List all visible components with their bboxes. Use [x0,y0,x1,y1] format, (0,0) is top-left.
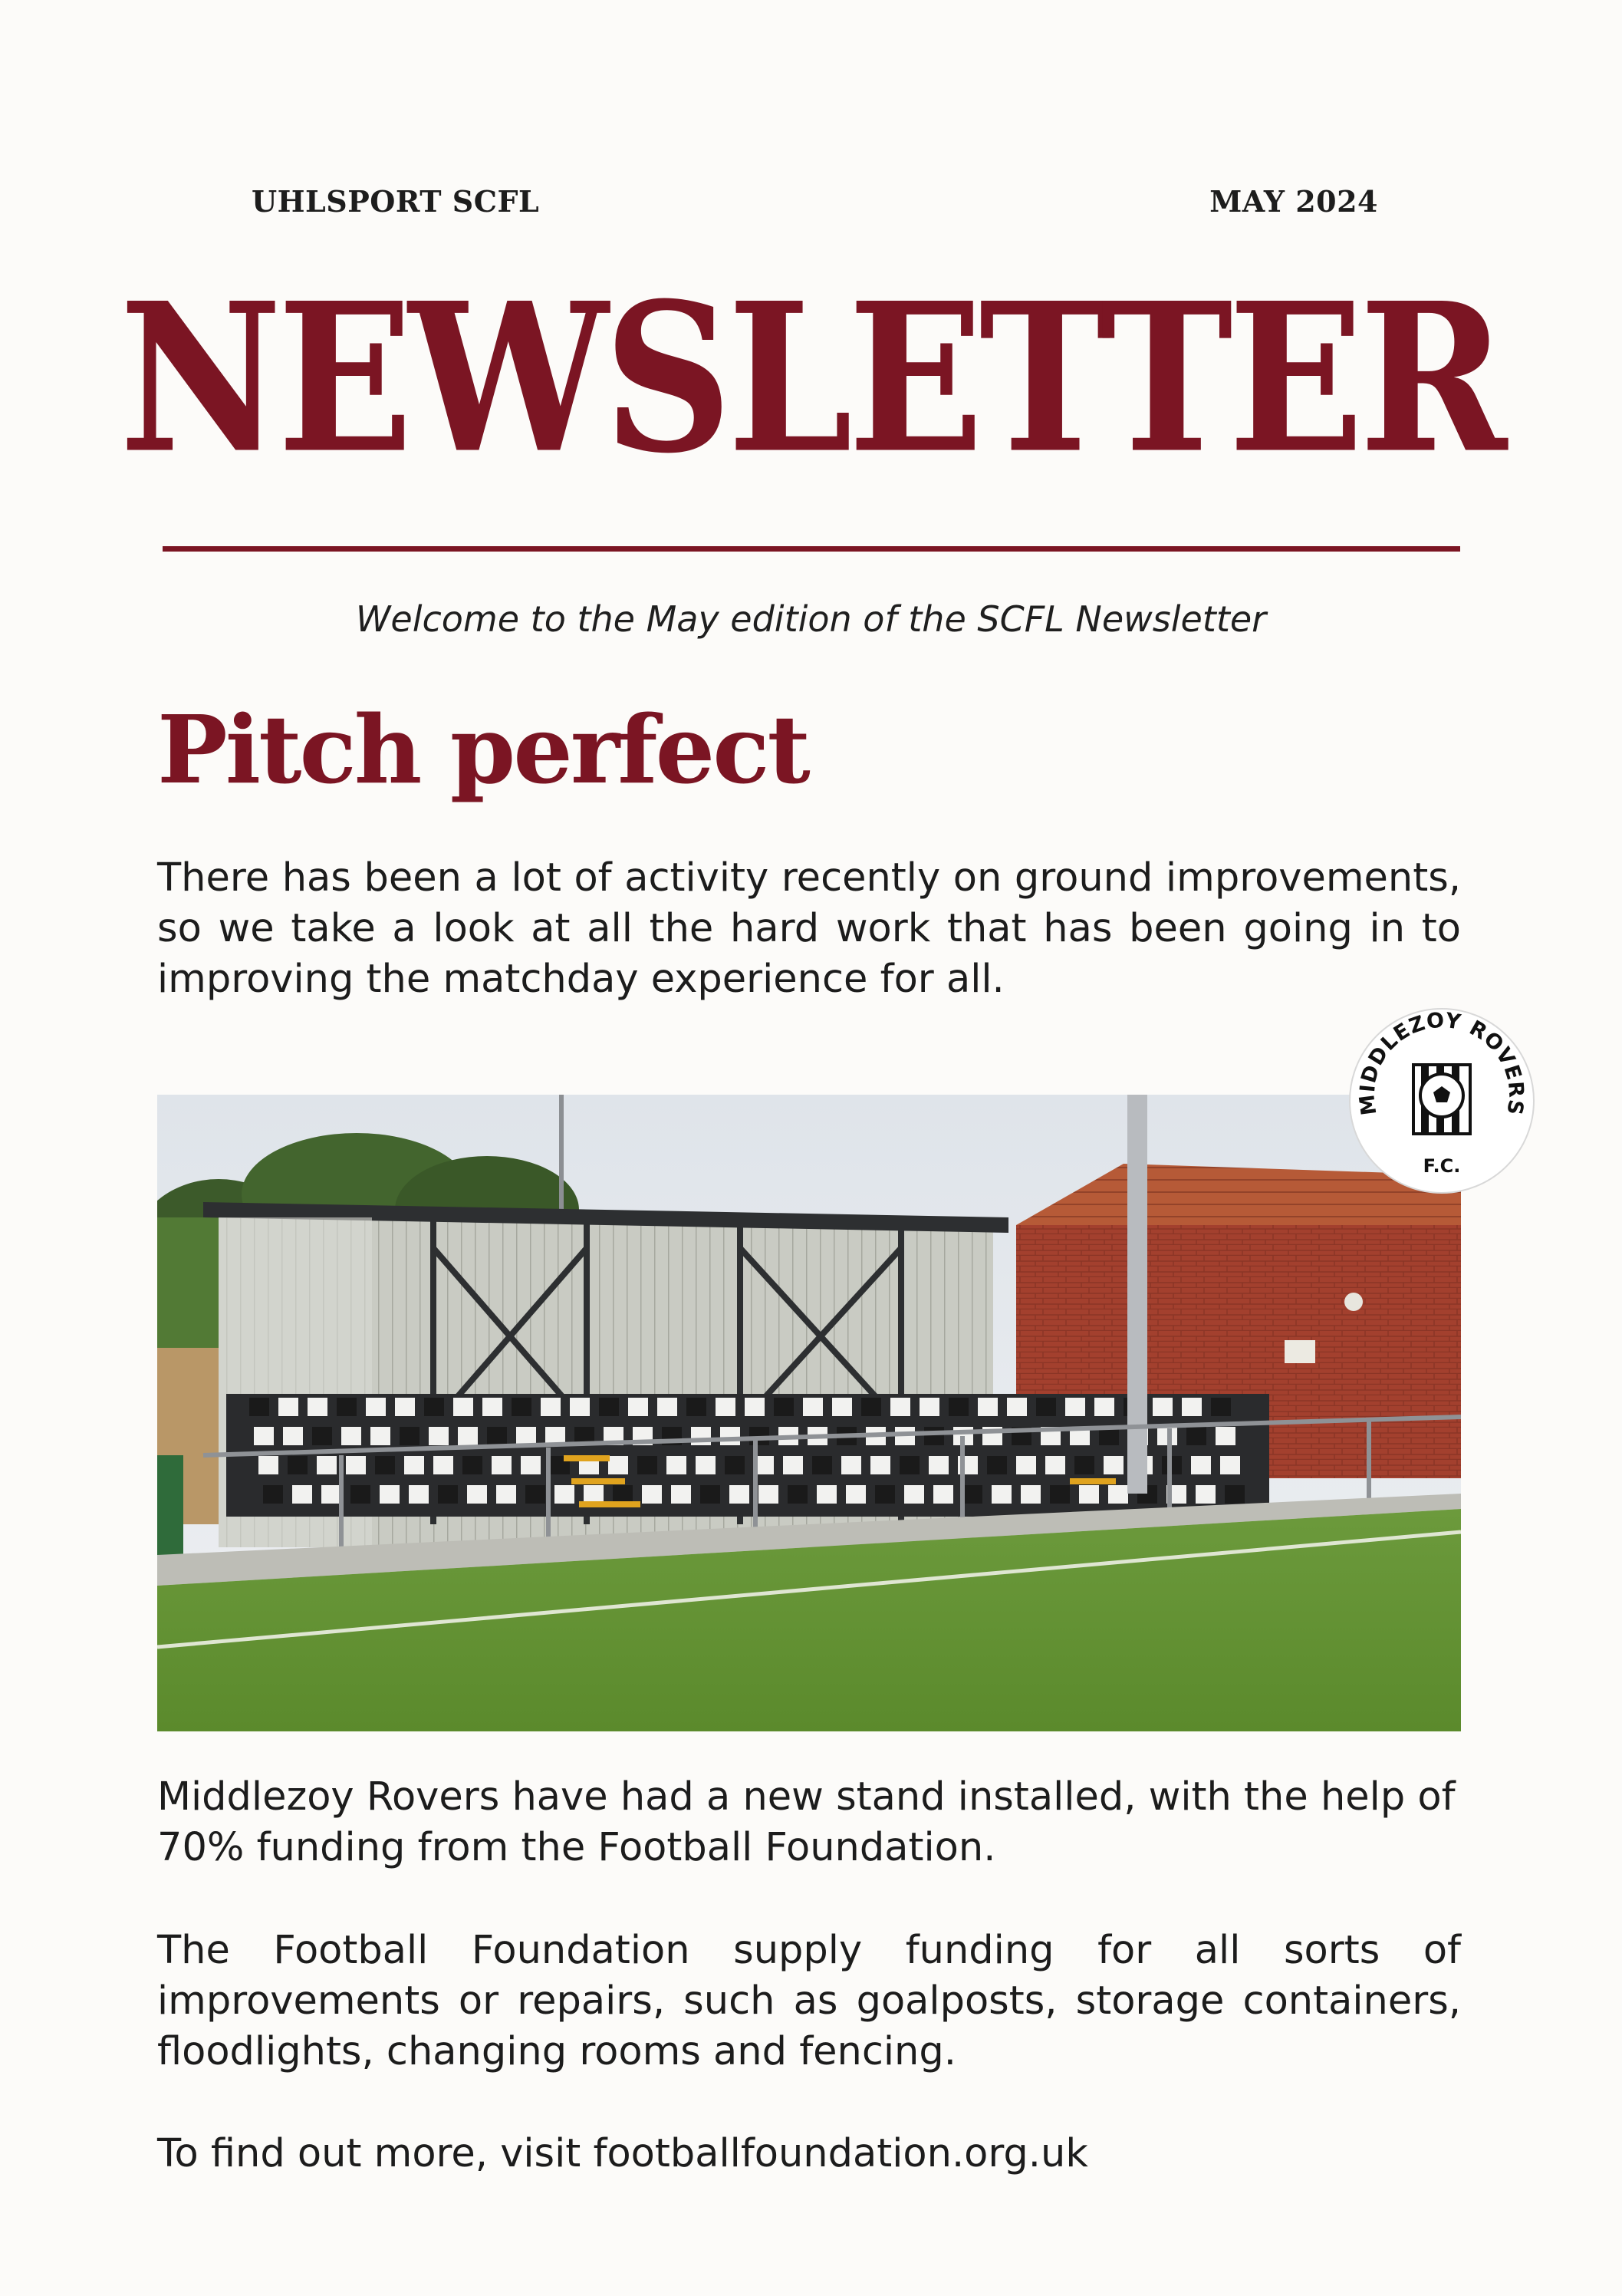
stand-seat [1216,1427,1235,1445]
stand-seat [758,1485,778,1504]
stand-seat [870,1456,890,1474]
stand-seat [962,1485,982,1504]
stand-seat [1220,1456,1240,1474]
stand-seat [1007,1398,1027,1416]
stand-seat [929,1456,949,1474]
badge-club-name: MIDDLEZOY ROVERS [1355,1008,1528,1118]
stand-seat [900,1456,920,1474]
stand-photo [157,1095,1461,1731]
stand-seat [716,1398,735,1416]
stand-seat [496,1485,516,1504]
badge-suffix: F.C. [1423,1155,1461,1177]
stand-seat [525,1485,545,1504]
stand-seat [904,1485,924,1504]
stand-seat [992,1485,1012,1504]
stand-seat [725,1456,745,1474]
stand-seat [584,1485,604,1504]
stand-seat [341,1427,361,1445]
stand-seat [346,1456,366,1474]
stand-seat [774,1398,794,1416]
stand-seat [541,1398,561,1416]
intro-text: Welcome to the May edition of the SCFL Newsletter [355,598,1267,640]
stand-seat [1196,1485,1216,1504]
stand-seat [987,1456,1007,1474]
stand-seat [438,1485,458,1504]
stand-seat [308,1398,327,1416]
masthead-title: NEWSLETTER [119,257,1503,499]
stand-seat [696,1456,716,1474]
stand-seat [554,1485,574,1504]
stand-seat [1211,1398,1231,1416]
stand-seat [482,1398,502,1416]
stand-seat [686,1398,706,1416]
stand-seat [258,1456,278,1474]
stand-seat [788,1485,808,1504]
stand-seat [890,1398,910,1416]
stand-seat [366,1398,386,1416]
stand-seat [637,1456,657,1474]
stand-seat [492,1456,512,1474]
stand-seat [1104,1456,1124,1474]
stand-seat [380,1485,400,1504]
stand-seat [400,1427,419,1445]
article-body-paragraph: The Football Foundation supply funding for all sorts of improvements or repairs, such as goalposts, storage containers, floodlights, changing rooms and fencing. [157,1928,1461,2074]
stand-seat [666,1456,686,1474]
stand-seat [409,1485,429,1504]
stand-seat [1065,1398,1085,1416]
article-headline: Pitch perfect [157,694,808,805]
stand-seat [812,1456,832,1474]
stand-seat [1074,1456,1094,1474]
stand-seat [978,1398,998,1416]
stand-seat [458,1427,478,1445]
stand-seat [1016,1456,1036,1474]
stand-seat [512,1398,531,1416]
stand-seat [288,1456,308,1474]
stand-seat [1182,1398,1202,1416]
stand-seat [803,1398,823,1416]
stand-seat [817,1485,837,1504]
stand-seat [628,1398,648,1416]
stand-seat [487,1427,507,1445]
stand-seat [933,1485,953,1504]
stand-seat [375,1456,395,1474]
issue-date: MAY 2024 [1209,184,1378,219]
stand-seat [254,1427,274,1445]
stand-seat [467,1485,487,1504]
stand-seat [700,1485,720,1504]
article-body-paragraph: To find out more, visit footballfoundation.org.uk [157,2131,1088,2176]
masthead-divider [163,546,1460,552]
stand-seat [1191,1456,1211,1474]
stand-seat [433,1456,453,1474]
stand-seat [570,1398,590,1416]
stand-seat [337,1398,357,1416]
stand-seat [1153,1398,1173,1416]
stand-seat [657,1398,677,1416]
stand-seat [521,1456,541,1474]
stand-seat [920,1398,939,1416]
stand-seat [283,1427,303,1445]
stand-seat [608,1456,628,1474]
stand-seat [1186,1427,1206,1445]
stand-seat [642,1485,662,1504]
stand-seat [312,1427,332,1445]
stand-seat [841,1456,861,1474]
league-name: UHLSPORT SCFL [252,184,540,219]
stand-seat [1045,1456,1065,1474]
stand-seat [321,1485,341,1504]
stand-seat [317,1456,337,1474]
stand-seat [1050,1485,1070,1504]
stand-seat [395,1398,415,1416]
stand-seat [949,1398,969,1416]
stand-seat [832,1398,852,1416]
stand-seat [1021,1485,1041,1504]
stand-seat [1094,1398,1114,1416]
stand-seat [1036,1398,1056,1416]
stand-seat [404,1456,424,1474]
stand-seat [599,1398,619,1416]
stand-seat [745,1398,765,1416]
stand-seat [613,1485,633,1504]
stand-seat [875,1485,895,1504]
stand-seat [453,1398,473,1416]
stand-seat [370,1427,390,1445]
stand-seat [350,1485,370,1504]
article-lead: There has been a lot of activity recently on ground improvements, so we take a look at all the hard work that has been going in to improving the matchday experience for all. [157,855,1461,1002]
middlezoy-rovers-badge [1346,1005,1538,1197]
stand-seat [729,1485,749,1504]
stand-seat [249,1398,269,1416]
stand-seat [462,1456,482,1474]
stand-seat [783,1456,803,1474]
stand-seat [1108,1485,1128,1504]
stand-seat [429,1427,449,1445]
stand-seat [516,1427,536,1445]
stand-seat [292,1485,312,1504]
stand-seat [671,1485,691,1504]
article-body-paragraph: Middlezoy Rovers have had a new stand installed, with the help of 70% funding from the Football Foundation. [157,1774,1456,1870]
stand-seat [278,1398,298,1416]
stand-seat [861,1398,881,1416]
stand-seat [846,1485,866,1504]
stand-seat [1225,1485,1245,1504]
stand-seat [424,1398,444,1416]
stand-seat [924,1427,944,1445]
stand-seat [263,1485,283,1504]
stand-seat [1079,1485,1099,1504]
stand-seat [720,1427,740,1445]
